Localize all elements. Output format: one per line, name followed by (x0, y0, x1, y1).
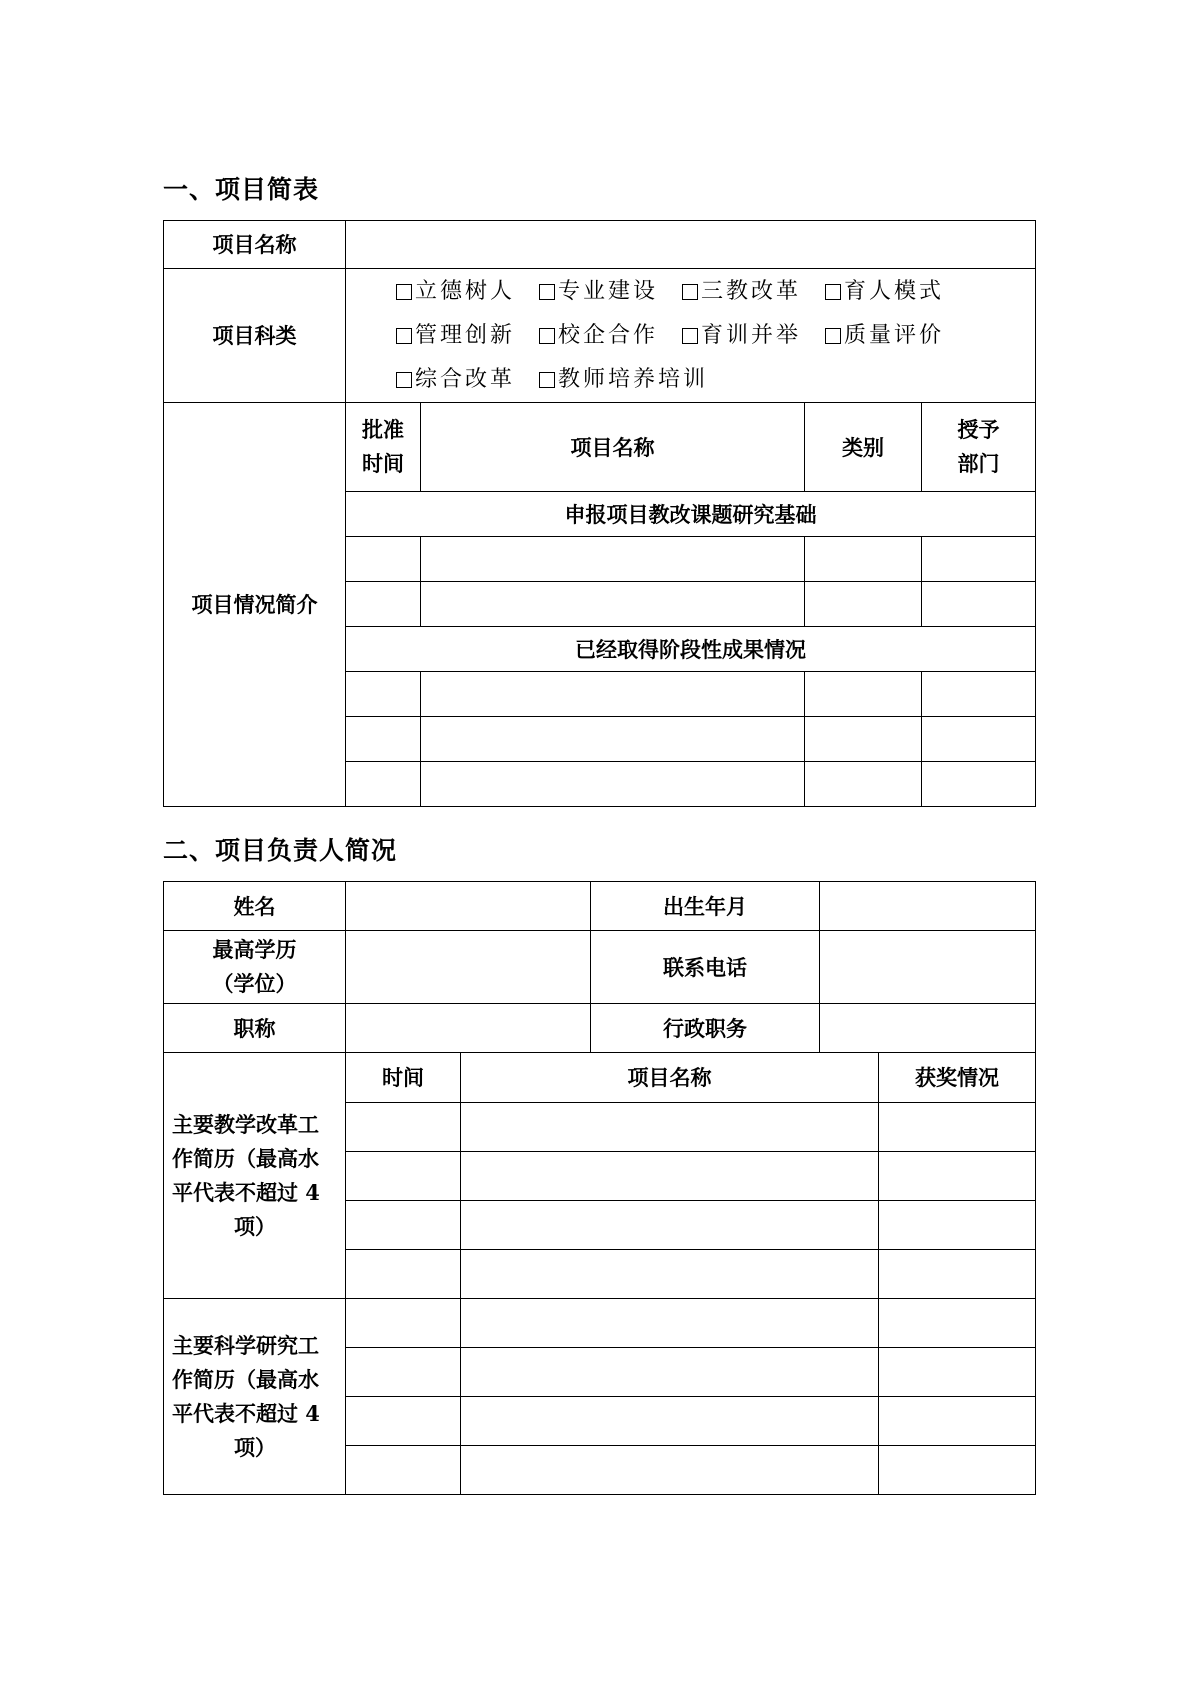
stage-results-heading: 已经取得阶段性成果情况 (346, 627, 1036, 672)
table-cell[interactable] (346, 1446, 461, 1495)
grant-header-line: 授予 (957, 417, 1000, 442)
table-cell[interactable] (346, 717, 421, 762)
education-label (164, 931, 346, 1004)
category-option-label: 专业建设 (558, 279, 659, 304)
table-cell[interactable] (879, 1201, 1036, 1250)
table-cell[interactable] (346, 1397, 461, 1446)
table-cell[interactable] (346, 1299, 461, 1348)
project-intro-label: 项目情况简介 (164, 403, 346, 807)
category-option-label: 立德树人 (415, 279, 516, 304)
research-label-line: 作简历（最高水 (172, 1366, 319, 1392)
table-cell[interactable] (346, 1348, 461, 1397)
education-field[interactable] (346, 931, 591, 1004)
job-title-field[interactable] (346, 1004, 591, 1053)
section-2-title: 二、项目负责人简况 (163, 836, 398, 865)
category-option-label: 育训并举 (701, 323, 802, 348)
category-option[interactable] (396, 275, 515, 308)
grant-dept-header (922, 403, 1036, 492)
exp-award-header: 获奖情况 (879, 1053, 1036, 1103)
intro-name-header: 项目名称 (421, 403, 805, 492)
checkbox-icon[interactable] (396, 328, 412, 344)
project-category-options (346, 269, 1036, 403)
research-label-line: 平代表不超过 4 (172, 1400, 320, 1426)
table-cell[interactable] (461, 1348, 879, 1397)
table-cell[interactable] (346, 582, 421, 627)
checkbox-icon[interactable] (539, 328, 555, 344)
category-option[interactable] (825, 319, 944, 352)
name-label: 姓名 (164, 882, 346, 931)
table-cell[interactable] (461, 1152, 879, 1201)
project-name-label: 项目名称 (164, 221, 346, 269)
category-option[interactable] (539, 275, 658, 308)
table-cell[interactable] (805, 672, 922, 717)
checkbox-icon[interactable] (539, 372, 555, 388)
approve-time-header (346, 403, 421, 492)
admin-duty-label: 行政职务 (591, 1004, 820, 1053)
checkbox-icon[interactable] (396, 372, 412, 388)
table-cell[interactable] (879, 1103, 1036, 1152)
grant-header-line: 部门 (957, 451, 1000, 476)
table-cell[interactable] (346, 1250, 461, 1299)
table-cell[interactable] (461, 1103, 879, 1152)
teaching-reform-label (164, 1053, 346, 1299)
admin-duty-field[interactable] (820, 1004, 1036, 1053)
table-cell[interactable] (922, 672, 1036, 717)
category-option-label: 三教改革 (701, 279, 802, 304)
teaching-label-line: 项） (234, 1213, 276, 1239)
education-label-line: （学位） (212, 971, 297, 996)
table-cell[interactable] (461, 1250, 879, 1299)
category-option-label: 教师培养培训 (558, 367, 709, 392)
table-cell[interactable] (421, 582, 805, 627)
phone-label: 联系电话 (591, 931, 820, 1004)
approve-header-line: 批准 (362, 417, 404, 442)
table-cell[interactable] (421, 672, 805, 717)
table-cell[interactable] (922, 717, 1036, 762)
teaching-label-line: 作简历（最高水 (172, 1145, 319, 1171)
table-cell[interactable] (346, 1152, 461, 1201)
category-option[interactable] (539, 319, 658, 352)
checkbox-icon[interactable] (539, 284, 555, 300)
project-summary-table (163, 220, 1036, 807)
table-cell[interactable] (805, 717, 922, 762)
category-option[interactable] (825, 275, 944, 308)
table-cell[interactable] (879, 1446, 1036, 1495)
teaching-label-line: 主要教学改革工 (172, 1111, 319, 1137)
research-basis-heading: 申报项目教改课题研究基础 (346, 492, 1036, 537)
checkbox-icon[interactable] (682, 328, 698, 344)
job-title-label: 职称 (164, 1004, 346, 1053)
category-option[interactable] (682, 319, 801, 352)
category-option-label: 育人模式 (844, 279, 945, 304)
table-cell[interactable] (879, 1299, 1036, 1348)
table-cell[interactable] (346, 1201, 461, 1250)
table-cell[interactable] (879, 1348, 1036, 1397)
research-label-line: 主要科学研究工 (172, 1332, 319, 1358)
table-cell[interactable] (461, 1397, 879, 1446)
table-cell[interactable] (346, 672, 421, 717)
category-option[interactable] (396, 319, 515, 352)
table-cell[interactable] (879, 1397, 1036, 1446)
intro-type-header: 类别 (805, 403, 922, 492)
table-cell[interactable] (805, 762, 922, 807)
checkbox-icon[interactable] (682, 284, 698, 300)
checkbox-icon[interactable] (396, 284, 412, 300)
teaching-label-line: 平代表不超过 4 (172, 1179, 320, 1205)
project-category-label: 项目科类 (164, 269, 346, 403)
category-option-label: 校企合作 (558, 323, 659, 348)
category-option[interactable] (539, 363, 708, 396)
research-label (164, 1299, 346, 1495)
checkbox-icon[interactable] (825, 328, 841, 344)
checkbox-icon[interactable] (825, 284, 841, 300)
table-row (164, 1299, 1036, 1348)
table-cell[interactable] (421, 717, 805, 762)
table-cell[interactable] (346, 1103, 461, 1152)
table-cell[interactable] (461, 1299, 879, 1348)
table-cell[interactable] (346, 762, 421, 807)
table-cell[interactable] (805, 582, 922, 627)
table-cell[interactable] (879, 1250, 1036, 1299)
table-cell[interactable] (461, 1201, 879, 1250)
category-option-label: 综合改革 (415, 367, 516, 392)
category-option[interactable] (396, 363, 515, 396)
project-name-field[interactable] (346, 221, 1036, 269)
approve-header-line: 时间 (362, 451, 404, 476)
education-label-line: 最高学历 (212, 937, 297, 962)
table-cell[interactable] (922, 762, 1036, 807)
exp-name-header: 项目名称 (461, 1053, 879, 1103)
table-cell[interactable] (879, 1152, 1036, 1201)
research-label-line: 项） (234, 1434, 276, 1460)
category-option-label: 质量评价 (844, 323, 945, 348)
table-cell[interactable] (922, 582, 1036, 627)
category-option[interactable] (682, 275, 801, 308)
table-cell[interactable] (421, 537, 805, 582)
table-cell[interactable] (421, 762, 805, 807)
name-field[interactable] (346, 882, 591, 931)
category-option-label: 管理创新 (415, 323, 516, 348)
section-1-title: 一、项目简表 (163, 175, 320, 204)
birth-field[interactable] (820, 882, 1036, 931)
table-cell[interactable] (461, 1446, 879, 1495)
table-cell[interactable] (922, 537, 1036, 582)
birth-label: 出生年月 (591, 882, 820, 931)
table-cell[interactable] (346, 537, 421, 582)
experience-table (163, 1052, 1036, 1495)
leader-info-table (163, 881, 1036, 1053)
phone-field[interactable] (820, 931, 1036, 1004)
table-cell[interactable] (805, 537, 922, 582)
exp-time-header: 时间 (346, 1053, 461, 1103)
